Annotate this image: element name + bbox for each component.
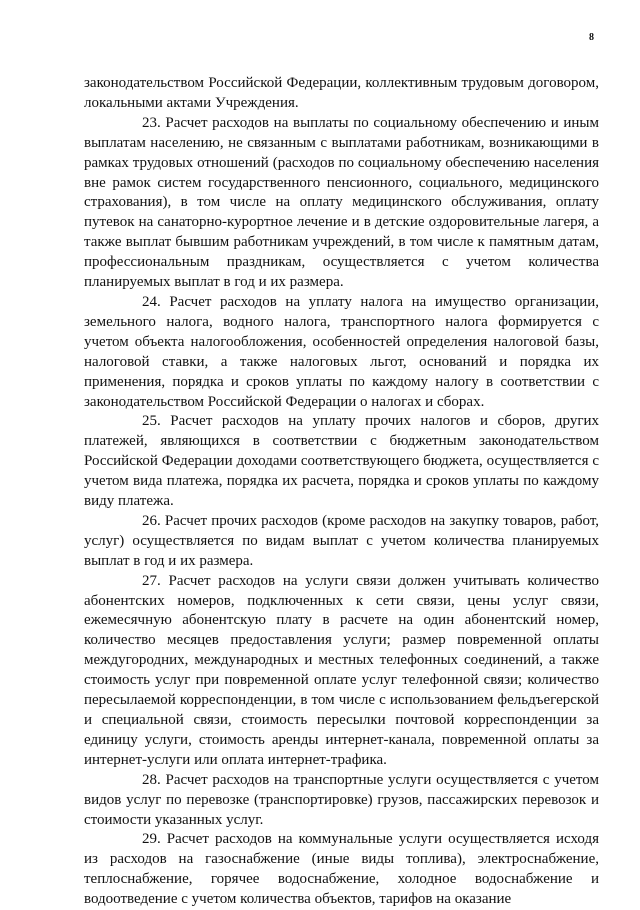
paragraph-23: 23. Расчет расходов на выплаты по социальному обеспечению и иным выплатам населению, не связанным с выплатами работникам, возникающими в рамках трудовых отношений (расходов по социальному обеспечению населения вне рамок систем государственного пенсионного, социального, медицинского страхования), в том числе на оплату медицинского обслуживания, оплату путевок на санаторно-курортное лечение и в детские оздоровительные лагеря, а также выплат бывшим работникам учреждений, в том числе к памятным датам, профессиональным праздникам, осуществляется с учетом количества планируемых выплат в год и их размера. <box>84 114 599 291</box>
paragraph-continuation: законодательством Российской Федерации, коллективным трудовым договором, локальными актами Учреждения. <box>84 75 599 111</box>
paragraph-26: 26. Расчет прочих расходов (кроме расходов на закупку товаров, работ, услуг) осуществляется по видам выплат с учетом количества планируемых выплат в год и их размера. <box>84 512 599 569</box>
paragraph-29: 29. Расчет расходов на коммунальные услуги осуществляется исходя из расходов на газоснабжение (иные виды топлива), электроснабжение, теплоснабжение, горячее водоснабжение, холодное водоснабжение и водоотведение с учетом количества объектов, тарифов на оказание <box>84 831 599 908</box>
paragraph-24: 24. Расчет расходов на уплату налога на имущество организации, земельного налога, водного налога, транспортного налога формируется с учетом объекта налогообложения, особенностей определения налоговой базы, налоговой ставки, а также налоговых льгот, оснований и порядка их применения, порядка и сроков уплаты по каждому налогу в соответствии с законодательством Российской Федерации о налогах и сборах. <box>84 293 599 410</box>
document-body <box>84 74 599 910</box>
paragraph-25: 25. Расчет расходов на уплату прочих налогов и сборов, других платежей, являющихся в соответствии с бюджетным законодательством Российской Федерации доходами соответствующего бюджета, осуществляется с учетом вида платежа, порядка их расчета, порядка и сроков уплаты по каждому виду платежа. <box>84 413 599 510</box>
paragraph-27: 27. Расчет расходов на услуги связи должен учитывать количество абонентских номеров, подключенных к сети связи, цены услуг связи, ежемесячную абонентскую плату в расчете на один абонентский номер, количество месяцев предоставления услуги; размер повременной оплаты междугородних, международных и местных телефонных соединений, а также стоимость услуг при повременной оплате услуг телефонной связи; количество пересылаемой корреспонденции, в том числе с использованием фельдъегерской и специальной связи, стоимость пересылки почтовой корреспонденции за единицу услуги, стоимость аренды интернет-канала, повременной оплаты за интернет-услуги или оплата интернет-трафика. <box>84 572 599 768</box>
paragraph-28: 28. Расчет расходов на транспортные услуги осуществляется с учетом видов услуг по перевозке (транспортировке) грузов, пассажирских перевозок и стоимости указанных услуг. <box>84 771 599 828</box>
page-number: 8 <box>589 32 594 43</box>
